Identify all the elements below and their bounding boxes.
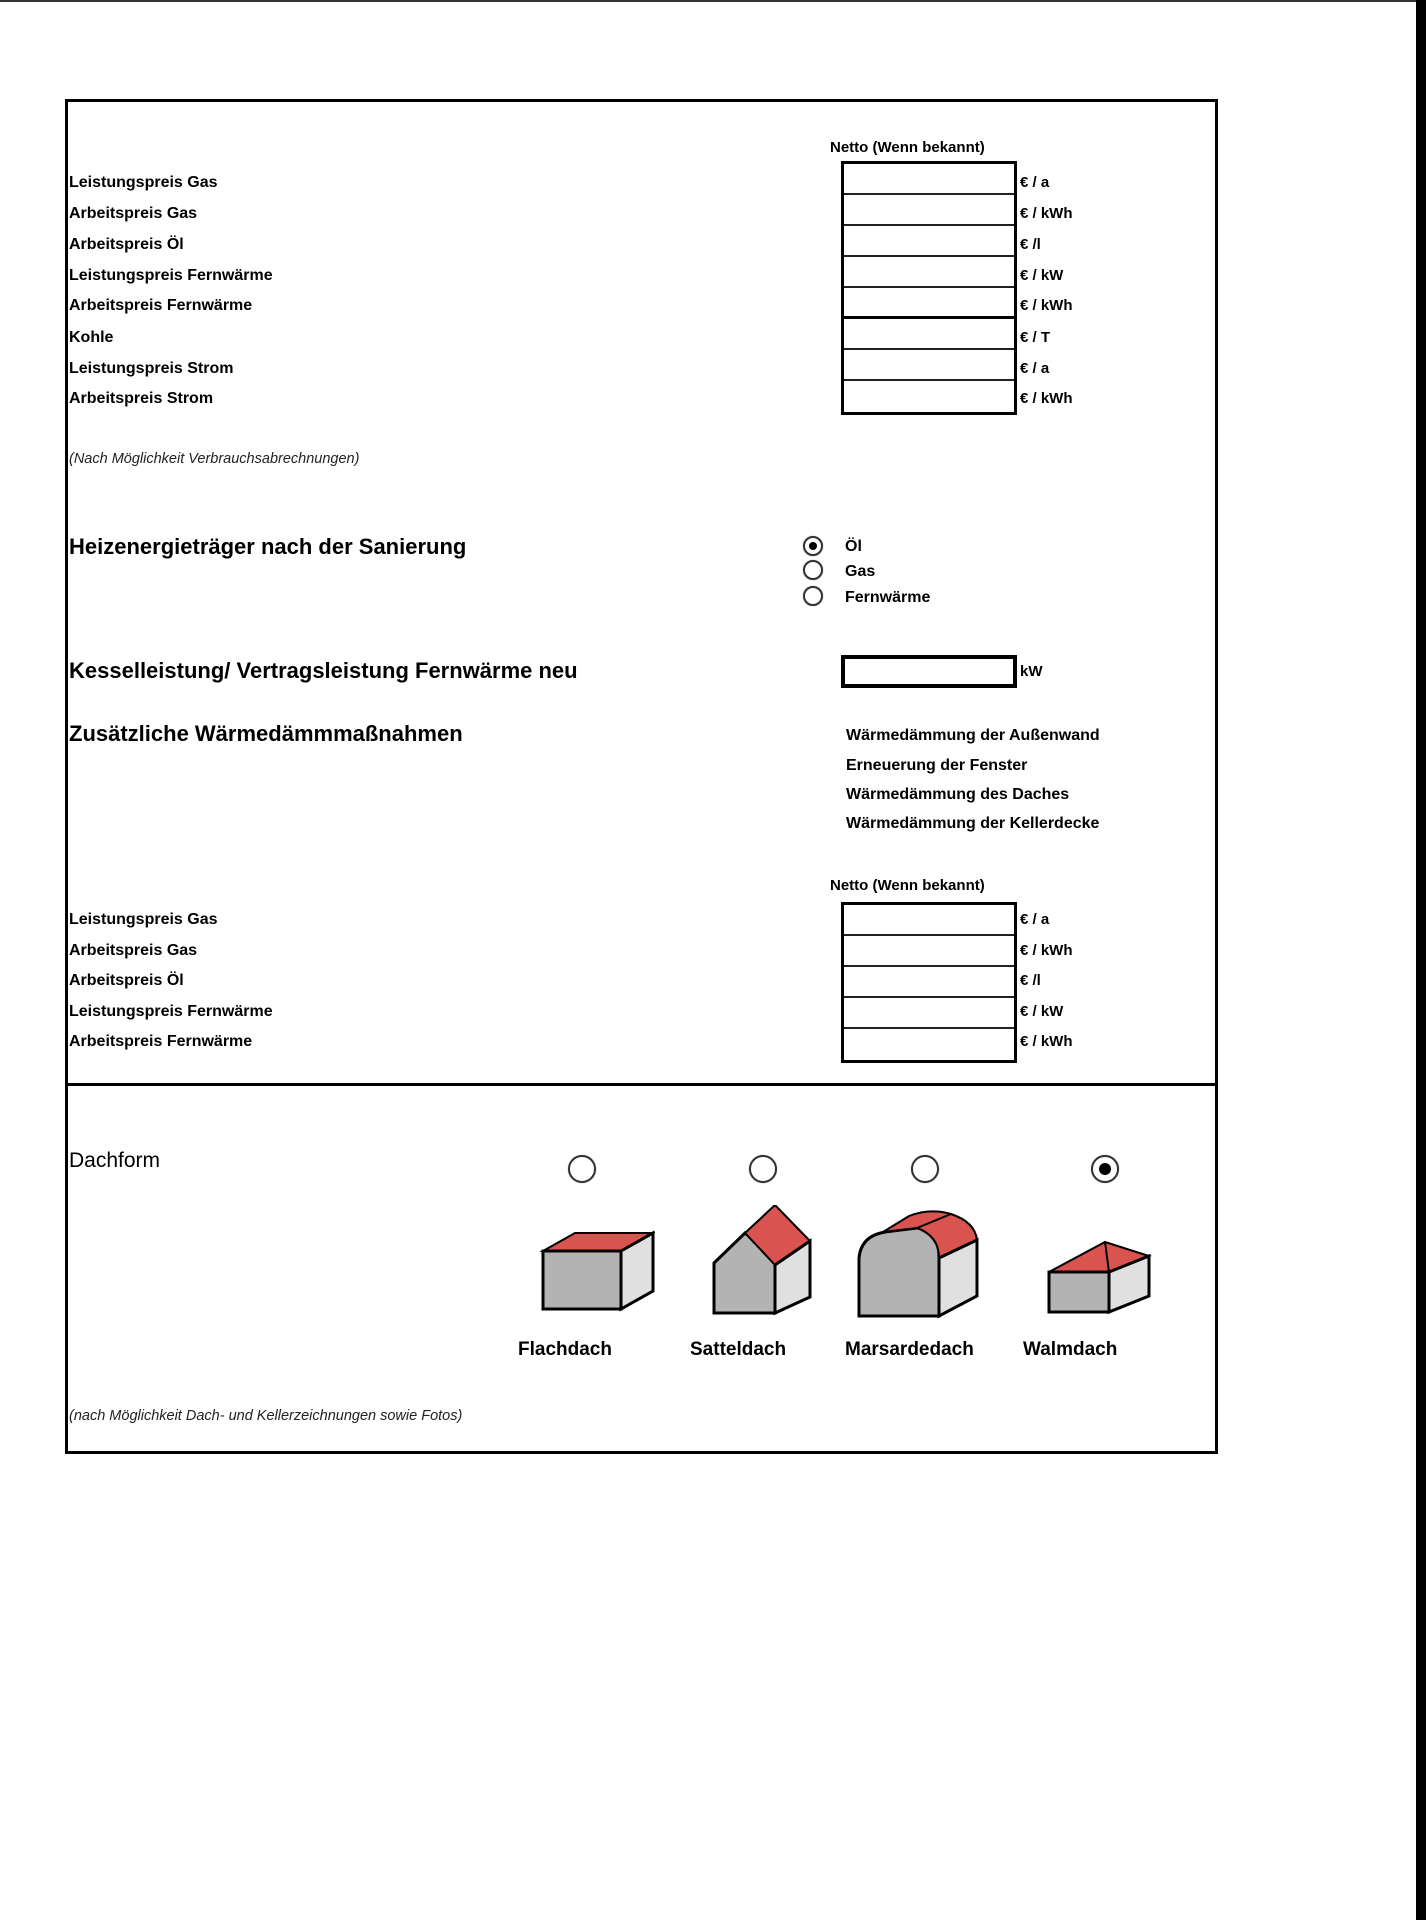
new-unit-label-5: € / kWh [1020,1033,1073,1050]
roof-radio-marsardedach[interactable] [911,1155,939,1183]
radio-selected-dot [809,542,817,550]
unit-label-8: € / kWh [1020,390,1073,407]
mansard-roof-house-icon [855,1208,985,1320]
gable-roof-house-icon [710,1205,820,1320]
new-price-label-1: Leistungspreis Gas [69,911,218,928]
page-top-edge [0,0,1416,2]
new-unit-label-2: € / kWh [1020,942,1073,959]
new-unit-label-1: € / a [1020,911,1050,928]
boiler-label: Kesselleistung/ Vertragsleistung Fernwärme neu [69,658,578,683]
price-input-arbeitspreis-strom[interactable] [844,381,1014,412]
price-input-group-1 [841,161,1017,415]
insulation-title: Zusätzliche Wärmedämmmaßnahmen [69,721,463,746]
unit-label-6: € / T [1020,329,1051,346]
roof-title: Dachform [69,1149,161,1172]
price-input-kohle[interactable] [844,319,1014,350]
roof-label-marsardedach[interactable]: Marsardedach [845,1339,974,1360]
price-input-group-2 [841,902,1017,1063]
new-price-label-5: Arbeitspreis Fernwärme [69,1033,253,1050]
roof-label-satteldach[interactable]: Satteldach [690,1339,787,1360]
new-price-label-2: Arbeitspreis Gas [69,942,198,959]
price-input-arbeitspreis-fernwaerme[interactable] [844,288,1014,319]
unit-label-5: € / kWh [1020,297,1073,314]
new-price-input-arbeitspreis-gas[interactable] [844,936,1014,967]
price-label-2: Arbeitspreis Gas [69,205,198,222]
new-price-input-arbeitspreis-fernwaerme[interactable] [844,1029,1014,1060]
price-input-arbeitspreis-gas[interactable] [844,195,1014,226]
heating-option-gas[interactable]: Gas [845,563,876,580]
price-label-8: Arbeitspreis Strom [69,390,214,407]
boiler-unit: kW [1020,663,1043,680]
unit-label-1: € / a [1020,174,1050,191]
unit-label-3: € /l [1020,236,1041,253]
heating-radio-oel[interactable] [803,536,823,556]
new-price-label-4: Leistungspreis Fernwärme [69,1003,273,1020]
roof-radio-flachdach[interactable] [568,1155,596,1183]
heating-option-oel[interactable]: Öl [845,538,862,555]
price-label-6: Kohle [69,329,114,346]
new-unit-label-4: € / kW [1020,1003,1064,1020]
section-divider [65,1083,1218,1086]
insulation-item-1: Wärmedämmung der Außenwand [846,727,1100,744]
heating-title: Heizenergieträger nach der Sanierung [69,534,467,559]
roof-radio-satteldach[interactable] [749,1155,777,1183]
price-label-7: Leistungspreis Strom [69,360,234,377]
new-price-input-leistungspreis-fernwaerme[interactable] [844,998,1014,1029]
price-input-arbeitspreis-oel[interactable] [844,226,1014,257]
price-input-leistungspreis-strom[interactable] [844,350,1014,381]
unit-label-7: € / a [1020,360,1050,377]
netto-header-1: Netto (Wenn bekannt) [830,139,985,156]
insulation-item-2: Erneuerung der Fenster [846,757,1028,774]
roof-radio-walmdach[interactable] [1091,1155,1119,1183]
price-label-4: Leistungspreis Fernwärme [69,267,273,284]
new-price-input-arbeitspreis-oel[interactable] [844,967,1014,998]
heating-radio-fernwaerme[interactable] [803,586,823,606]
netto-header-2: Netto (Wenn bekannt) [830,877,985,894]
unit-label-2: € / kWh [1020,205,1073,222]
radio-selected-dot [1099,1163,1111,1175]
hip-roof-house-icon [1045,1240,1155,1315]
roof-label-flachdach[interactable]: Flachdach [518,1339,612,1360]
insulation-item-3: Wärmedämmung des Daches [846,786,1070,803]
price-label-1: Leistungspreis Gas [69,174,218,191]
consumption-note: (Nach Möglichkeit Verbrauchsabrechnungen) [69,451,360,467]
new-unit-label-3: € /l [1020,972,1041,989]
new-price-label-3: Arbeitspreis Öl [69,972,184,989]
unit-label-4: € / kW [1020,267,1064,284]
new-price-input-leistungspreis-gas[interactable] [844,905,1014,936]
insulation-item-4: Wärmedämmung der Kellerdecke [846,815,1100,832]
heating-option-fernwaerme[interactable]: Fernwärme [845,589,931,606]
drawings-note: (nach Möglichkeit Dach- und Kellerzeichnungen sowie Fotos) [69,1408,463,1424]
boiler-input[interactable] [841,655,1017,688]
page-right-edge [1416,0,1426,1920]
price-label-5: Arbeitspreis Fernwärme [69,297,253,314]
price-label-3: Arbeitspreis Öl [69,236,184,253]
flat-roof-house-icon [535,1225,655,1315]
price-input-leistungspreis-gas[interactable] [844,164,1014,195]
heating-radio-gas[interactable] [803,560,823,580]
roof-label-walmdach[interactable]: Walmdach [1023,1339,1118,1360]
price-input-leistungspreis-fernwaerme[interactable] [844,257,1014,288]
